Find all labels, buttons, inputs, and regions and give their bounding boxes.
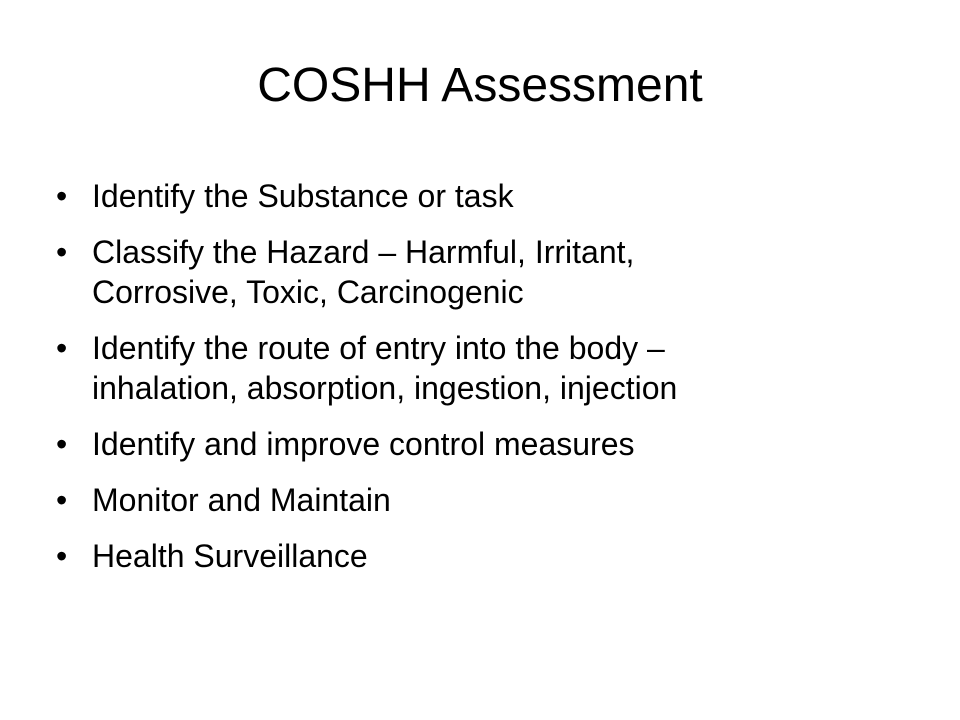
bullet-list [56,176,936,592]
bullet-item-route [56,328,936,408]
bullet-item-substance [56,176,936,216]
bullet-icon: • [56,178,68,214]
bullet-line: Identify the route of entry into the body – [92,330,665,366]
bullet-text [92,232,936,312]
bullet-line: Classify the Hazard – Harmful, Irritant, [92,234,635,270]
bullet-line: Identify the Substance or task [92,178,514,214]
bullet-line: inhalation, absorption, ingestion, injection [92,370,678,406]
bullet-text [92,176,936,216]
bullet-item-hazard [56,232,936,312]
bullet-icon: • [56,426,68,462]
bullet-line: Health Surveillance [92,538,368,574]
slide-title: COSHH Assessment [257,59,703,112]
bullet-line: Monitor and Maintain [92,482,391,518]
bullet-text [92,536,936,576]
bullet-icon: • [56,234,68,270]
bullet-text [92,480,936,520]
bullet-line: Corrosive, Toxic, Carcinogenic [92,274,524,310]
bullet-icon: • [56,482,68,518]
bullet-item-surveillance [56,536,936,576]
bullet-line: Identify and improve control measures [92,426,635,462]
bullet-icon: • [56,538,68,574]
bullet-text [92,328,936,408]
bullet-item-controls [56,424,936,464]
bullet-icon: • [56,330,68,366]
bullet-item-monitor [56,480,936,520]
bullet-text [92,424,936,464]
